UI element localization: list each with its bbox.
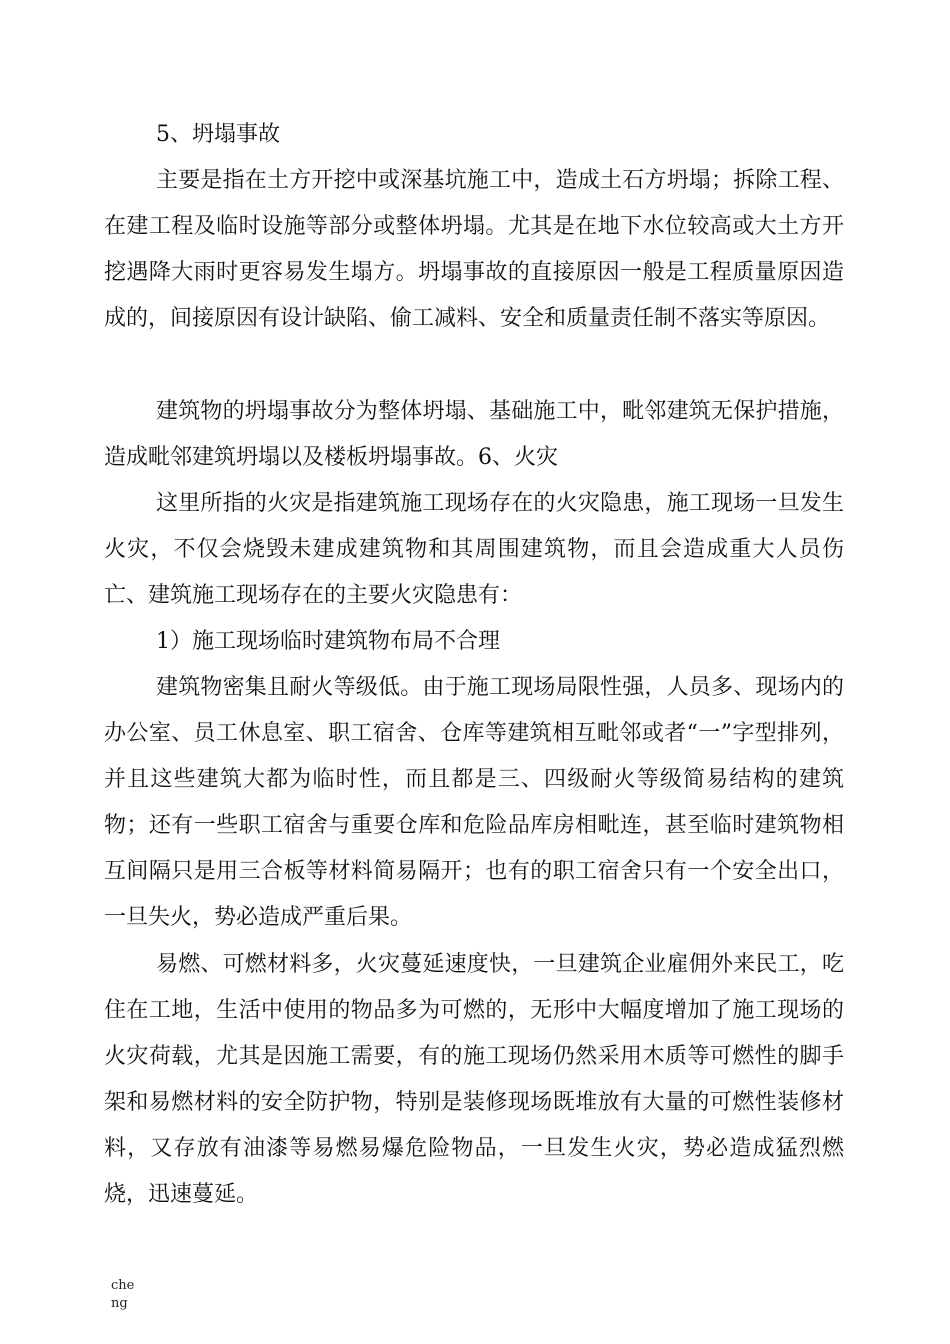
paragraph-collapse-definition: 主要是指在土方开挖中或深基坑施工中，造成土石方坍塌；拆除工程、在建工程及临时设施等部分或整体坍塌。尤其是在地下水位较高或大土方开挖遇降大雨时更容易发生塌方。坍塌事故的直接原因一般是工程质量原因造成的，间接原因有设计缺陷、偷工减料、安全和质量责任制不落实等原因。 xyxy=(104,168,844,331)
section-heading-collapse: 5、坍塌事故 xyxy=(156,122,280,147)
paragraph-flammable-materials: 易燃、可燃材料多，火灾蔓延速度快，一旦建筑企业雇佣外来民工，吃住在工地，生活中使用的物品多为可燃的，无形中大幅度增加了施工现场的火灾荷载，尤其是因施工需要，有的施工现场仍然采用木质等可燃性的脚手架和易燃材料的安全防护物，特别是装修现场既堆放有大量的可燃性装修材料，又存放有油漆等易燃易爆危险物品，一旦发生火灾，势必造成猛烈燃烧，迅速蔓延。 xyxy=(104,952,844,1207)
paragraph-fire-intro: 这里所指的火灾是指建筑施工现场存在的火灾隐患，施工现场一旦发生火灾，不仅会烧毁未建成建筑物和其周围建筑物，而且会造成重大人员伤亡、建筑施工现场存在的主要火灾隐患有： xyxy=(104,491,844,608)
footer-text: cheng xyxy=(111,1278,135,1311)
paragraph-collapse-types: 建筑物的坍塌事故分为整体坍塌、基础施工中，毗邻建筑无保护措施，造成毗邻建筑坍塌以及楼板坍塌事故。6、火灾 xyxy=(104,399,844,470)
item-heading-layout: 1）施工现场临时建筑物布局不合理 xyxy=(156,629,500,654)
paragraph-building-density: 建筑物密集且耐火等级低。由于施工现场局限性强，人员多、现场内的办公室、员工休息室、职工宿舍、仓库等建筑相互毗邻或者“一”字型排列，并且这些建筑大都为临时性，而且都是三、四级耐火等级简易结构的建筑物；还有一些职工宿舍与重要仓库和危险品库房相毗连，甚至临时建筑物相互间隔只是用三合板等材料简易隔开；也有的职工宿舍只有一个安全出口，一旦失火，势必造成严重后果。 xyxy=(104,675,844,930)
